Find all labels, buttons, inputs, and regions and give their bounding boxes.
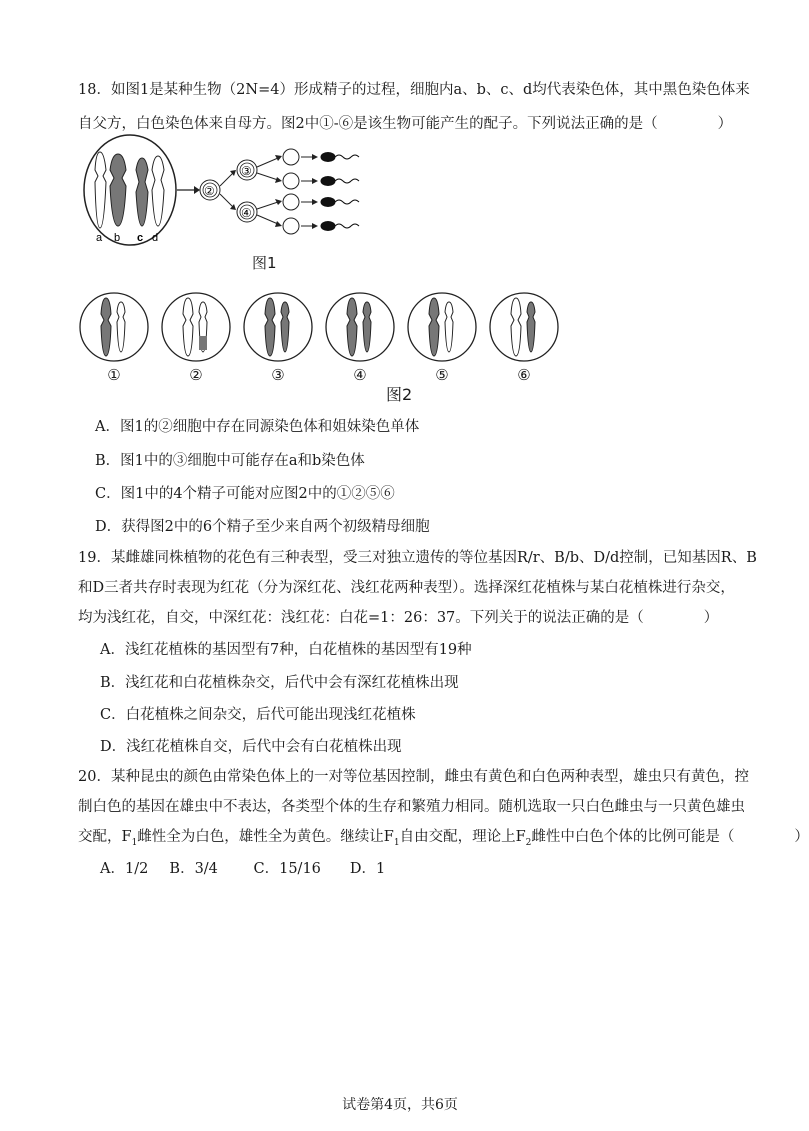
gamete-number-3: ③ — [271, 366, 285, 384]
q18-stem-line2 — [78, 114, 732, 134]
q20-sub-2: 1 — [393, 837, 400, 848]
q18-option-c: C．图1中的4个精子可能对应图2中的①②⑤⑥ — [95, 486, 395, 502]
q18-paren-close: ） — [717, 116, 733, 132]
spermatid-4 — [283, 218, 299, 234]
chrom-label-b: b — [114, 232, 121, 244]
figure-2-gametes — [78, 290, 558, 365]
chromosome-d — [152, 156, 164, 226]
sperm-4 — [321, 222, 359, 231]
sperm-3 — [321, 198, 359, 207]
figure-1-spermatogenesis — [82, 140, 372, 252]
gamete-number-4: ④ — [353, 366, 367, 384]
q20-text-1: 交配，F — [78, 829, 132, 845]
q18-option-a: A．图1的②细胞中存在同源染色体和姐妹染色单体 — [95, 419, 420, 435]
q20-paren-close: ） — [794, 829, 809, 845]
chromosome-b — [110, 154, 126, 226]
q19-option-a: A．浅红花植株的基因型有7种，白花植株的基因型有19种 — [100, 642, 472, 658]
q20-text-2: 雌性全为白色，雄性全为黄色。继续让F — [137, 829, 394, 845]
q20-stem-line3 — [78, 827, 809, 853]
q18-stem-line1: 18．如图1是某种生物（2N=4）形成精子的过程，细胞内a、b、c、d均代表染色体，其中黑色染色体来 — [78, 82, 750, 98]
chromosome-a — [95, 152, 106, 228]
q19-stem-line2: 和D三者共存时表现为红花（分为深红花、浅红花两种表型）。选择深红花植株与某白花植株进行杂交， — [78, 580, 735, 596]
q20-stem-line2: 制白色的基因在雄虫中不表达，各类型个体的生存和繁殖力相同。随机选取一只白色雌虫与一只黄色雄虫 — [78, 799, 745, 815]
q20-sub-1: 1 — [131, 837, 138, 848]
q18-option-b: B．图1中的③细胞中可能存在a和b染色体 — [95, 453, 365, 469]
gamete-cell-2 — [162, 293, 230, 361]
sperm-2 — [321, 177, 359, 186]
q19-paren-close: ） — [703, 610, 719, 626]
figure-2-label: 图2 — [386, 385, 413, 404]
q20-stem-line1: 20．某种昆虫的颜色由常染色体上的一对等位基因控制，雌虫有黄色和白色两种表型，雄虫只有黄色，控 — [78, 769, 749, 785]
q18-option-d: D．获得图2中的6个精子至少来自两个初级精母细胞 — [95, 519, 430, 535]
spermatid-1 — [283, 149, 299, 165]
chrom-label-d: d — [152, 232, 159, 244]
cell-3-label: ③ — [241, 164, 252, 178]
page-footer: 试卷第4页，共6页 — [342, 1097, 458, 1113]
gamete-cell-6 — [490, 293, 558, 361]
figure-1-label: 图1 — [252, 254, 277, 272]
cell-2-label: ② — [204, 184, 215, 198]
gamete-number-5: ⑤ — [435, 366, 449, 384]
gamete-cell-4 — [326, 293, 394, 361]
q19-stem-line3 — [78, 608, 718, 628]
q19-option-d: D．浅红花植株自交，后代中会有白花植株出现 — [100, 739, 402, 755]
q20-options: A．1/2 B．3/4 C．15/16 D．1 — [100, 861, 386, 877]
chromosome-c — [136, 158, 148, 226]
spermatid-3 — [283, 194, 299, 210]
q19-option-b: B．浅红花和白花植株杂交，后代中会有深红花植株出现 — [100, 675, 459, 691]
gamete-number-2: ② — [189, 366, 203, 384]
chrom-label-c: c — [137, 232, 144, 244]
q19-stem-line1: 19．某雌雄同株植物的花色有三种表型，受三对独立遗传的等位基因R/r、B/b、D/d控制，已知基因R、B — [78, 550, 757, 566]
q18-stem-text: 自父方，白色染色体来自母方。图2中①-⑥是该生物可能产生的配子。下列说法正确的是（ — [78, 116, 658, 132]
chrom-label-a: a — [96, 232, 103, 244]
q20-text-4: 雌性中白色个体的比例可能是（ — [531, 829, 735, 845]
q19-stem-text: 均为浅红花，自交，中深红花：浅红花：白花=1：26：37。下列关于的说法正确的是（ — [78, 610, 644, 626]
q20-sub-3: 2 — [525, 837, 532, 848]
gamete-cell-3 — [244, 293, 312, 361]
sperm-1 — [321, 153, 359, 162]
gamete-cell-5 — [408, 293, 476, 361]
gamete-number-6: ⑥ — [517, 366, 531, 384]
gamete-cell-1 — [80, 293, 148, 361]
q19-option-c: C．白花植株之间杂交，后代可能出现浅红花植株 — [100, 707, 416, 723]
cell-4-label: ④ — [241, 206, 252, 220]
spermatid-2 — [283, 173, 299, 189]
q20-text-3: 自由交配，理论上F — [399, 829, 526, 845]
gamete-number-1: ① — [107, 366, 121, 384]
